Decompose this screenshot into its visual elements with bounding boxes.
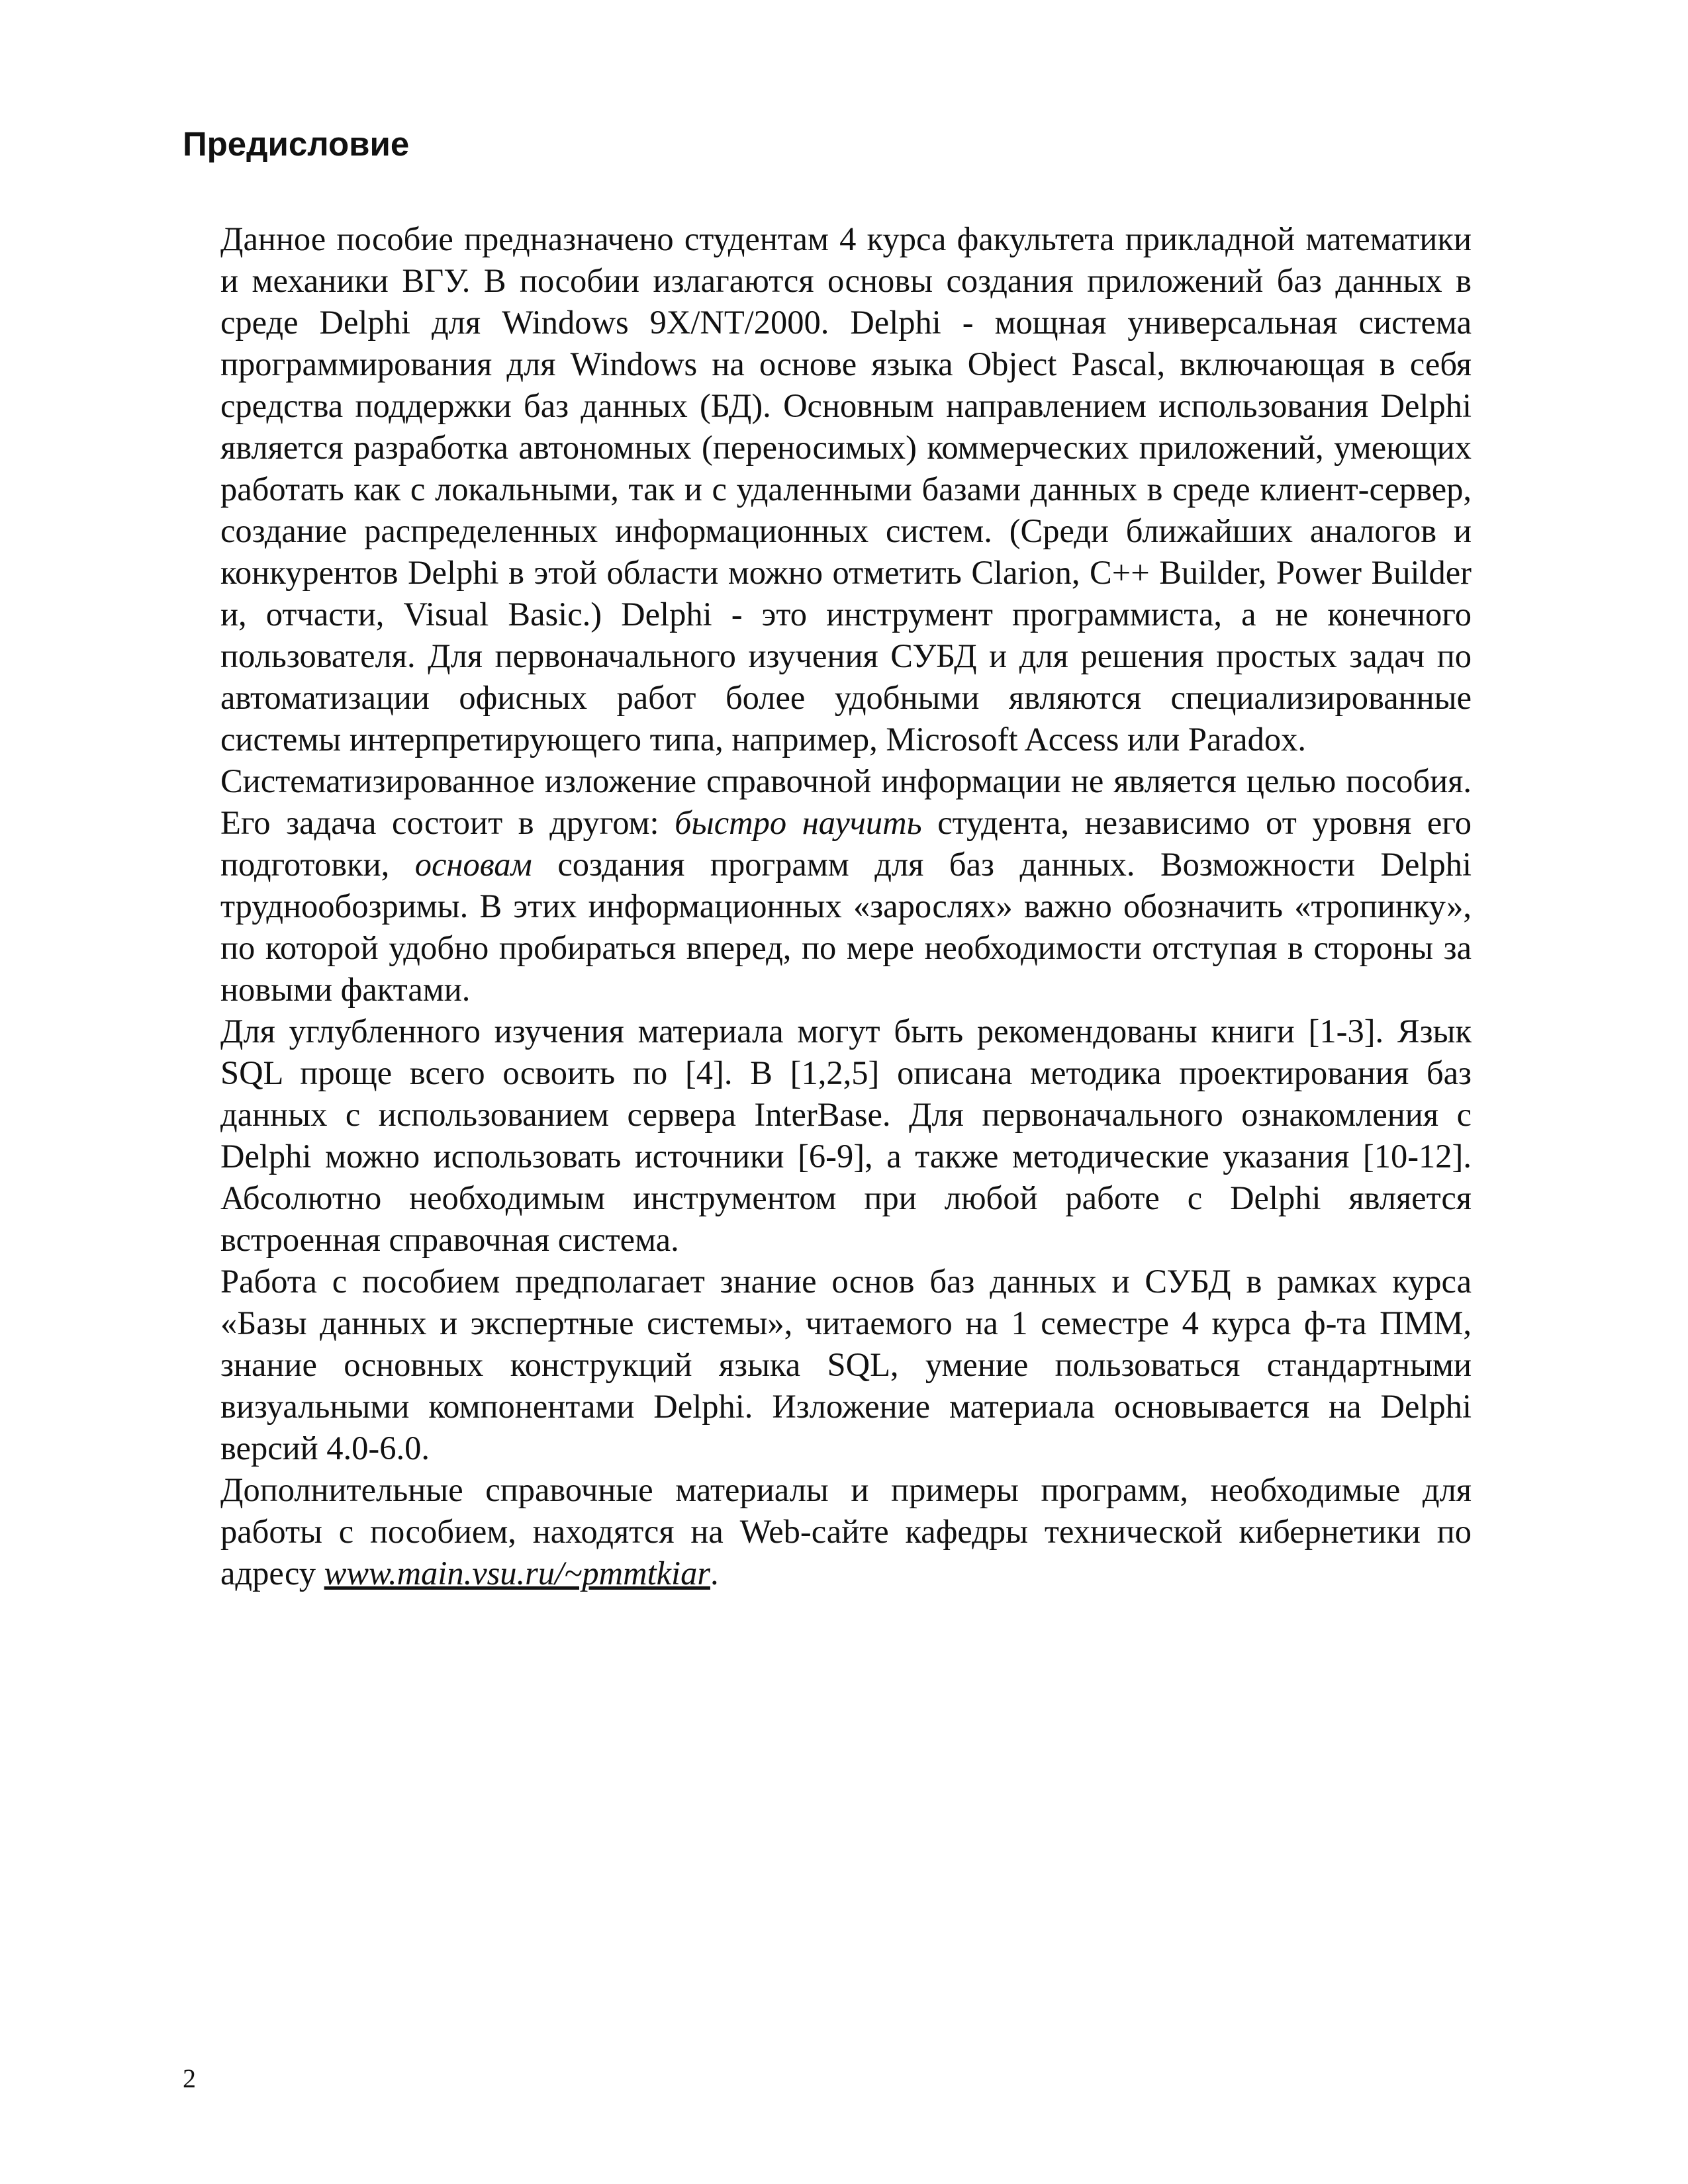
emphasis-quickly-teach: быстро научить [675, 804, 922, 841]
paragraph-purpose [220, 760, 1472, 1011]
paragraph-website [220, 1469, 1472, 1594]
paragraph-intro: Данное пособие предназначено студентам 4 курса факультета прикладной математики и механики ВГУ. В пособии излагаются основы создания приложений баз данных в среде Delphi для Windows 9X/NT/2000. Delphi - мощная универсальная система программирования для Windows на основе языка Object Pascal, включающая в себя средства поддержки баз данных (БД). Основным направлением использования Delphi является разработка автономных (переносимых) коммерческих приложений, умеющих работать как с локальными, так и с удаленными базами данных в среде клиент-сервер, создание распределенных информационных систем. (Среди ближайших аналогов и конкурентов Delphi в этой области можно отметить Clarion, C++ Builder, Power Builder и, отчасти, Visual Basic.) Delphi - это инструмент программиста, а не конечного пользователя. Для первоначального изучения СУБД и для решения простых задач по автоматизации офисных работ более удобными являются специализированные системы интерпретирующего типа, например, Microsoft Access или Paradox. [220, 220, 1472, 758]
page-title: Предисловие [183, 125, 410, 163]
emphasis-basics: основам [414, 846, 532, 883]
website-link[interactable]: www.main.vsu.ru/~pmmtkiar [324, 1555, 710, 1592]
paragraph-prerequisites: Работа с пособием предполагает знание основ баз данных и СУБД в рамках курса «Базы данных и экспертные системы», читаемого на 1 семестре 4 курса ф-та ПММ, знание основных конструкций языка SQL, умение пользоваться стандартными визуальными компонентами Delphi. Изложение материала основывается на Delphi версий 4.0-6.0. [220, 1263, 1472, 1467]
paragraph-references: Для углубленного изучения материала могут быть рекомендованы книги [1-3]. Язык SQL проще всего освоить по [4]. В [1,2,5] описана методика проектирования баз данных с использованием сервера InterBase. Для первоначального ознакомления с Delphi можно использовать источники [6-9], а также методические указания [10-12]. Абсолютно необходимым инструментом при любой работе с Delphi является встроенная справочная система. [220, 1013, 1472, 1258]
paragraph-website-text-2: . [710, 1555, 719, 1592]
preface-body [220, 218, 1472, 1594]
paragraph-website-text-1: Дополнительные справочные материалы и примеры программ, необходимые для работы с пособием, находятся на Web-сайте кафедры технической кибернетики по адресу [220, 1471, 1472, 1592]
paragraph-purpose-text-2: студента, независимо от уровня его подготовки, [220, 804, 1472, 883]
paragraph-purpose-text-3: создания программ для баз данных. Возможности Delphi труднообозримы. В этих информационных «зарослях» важно обозначить «тропинку», по которой удобно пробираться вперед, по мере необходимости отступая в стороны за новыми фактами. [220, 846, 1472, 1008]
paragraph-purpose-text-1: Систематизированное изложение справочной информации не является целью пособия. Его задача состоит в другом: [220, 762, 1472, 841]
page-number: 2 [183, 2064, 196, 2093]
